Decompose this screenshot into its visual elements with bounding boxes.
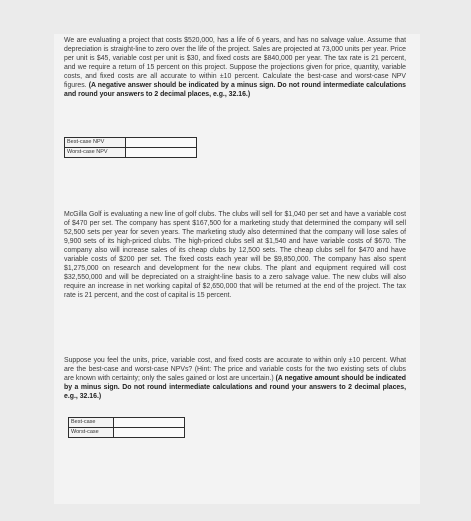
problem2-paragraph: McGilla Golf is evaluating a new line of golf clubs. The clubs will sell for $1,040 per set and have a variable cost of $470 per set. The company has spent $167,500 for a marketing study that determined the company will sell 52,500 sets per year for seven years. The marketing study also determined that the company will lose sales of 9,900 sets of its high-priced clubs. The high-priced clubs sell at $1,540 and have variable costs of $670. The company also will increase sales of its cheap clubs by 12,500 sets. The cheap clubs sell for $470 and have variable costs of $200 per set. The fixed costs each year will be $9,850,000. The company has also spent $1,275,000 on research and development for the new clubs. The plant and equipment required will cost $32,550,000 and will be depreciated on a straight-line basis to a zero salvage value. The new clubs will also require an increase in net working capital of $2,650,000 that will be returned at the end of the project. The tax rate is 21 percent, and the cost of capital is 15 percent. [64, 211, 406, 300]
problem1-instruction: (A negative answer should be indicated by a minus sign. Do not round intermediate calculations and round your answers to 2 decimal places, e.g., 32.16.) [64, 82, 406, 99]
worst-case-cell [114, 428, 185, 438]
best-case-npv-label: Best-case NPV [65, 138, 126, 148]
best-case-npv-cell [126, 138, 197, 148]
problem3-text: Suppose you feel the units, price, variable cost, and fixed costs are accurate to within only ±10 percent. What are the best-case and worst-case NPVs? (Hint: The price and variable costs for the two existing sets of clubs are known with certainty; only the sales gained or lost are uncertain.) [64, 357, 406, 383]
table-row [65, 138, 197, 148]
worst-case-npv-label: Worst-case NPV [65, 148, 126, 158]
problem3-paragraph [64, 356, 406, 401]
worst-case-npv-cell [126, 148, 197, 158]
best-case-input[interactable] [114, 418, 184, 427]
table-row [69, 418, 185, 428]
problem3-instruction: (A negative amount should be indicated by a minus sign. Do not round intermediate calculations and round your answers to 2 decimal places, e.g., 32.16.) [64, 375, 406, 401]
worst-case-label: Worst-case [69, 428, 114, 438]
best-case-npv-input[interactable] [126, 138, 196, 147]
best-case-cell [114, 418, 185, 428]
problem1-paragraph [64, 36, 406, 99]
worst-case-input[interactable] [114, 428, 184, 437]
worst-case-npv-input[interactable] [126, 148, 196, 157]
best-case-label: Best-case [69, 418, 114, 428]
table-row [69, 428, 185, 438]
table-row [65, 148, 197, 158]
problem1-answer-table [64, 137, 197, 158]
problem3-answer-table [68, 417, 185, 438]
problem1-text: We are evaluating a project that costs $520,000, has a life of 6 years, and has no salvage value. Assume that depreciation is straight-line to zero over the life of the project. Sales are projected at 73,000 units per year. Price per unit is $45, variable cost per unit is $30, and fixed costs are $840,000 per year. The tax rate is 21 percent, and we require a return of 15 percent on this project. Suppose the projections given for price, quantity, variable costs, and fixed costs are all accurate to within ±10 percent. Calculate the best-case and worst-case NPV figures. [64, 37, 406, 90]
